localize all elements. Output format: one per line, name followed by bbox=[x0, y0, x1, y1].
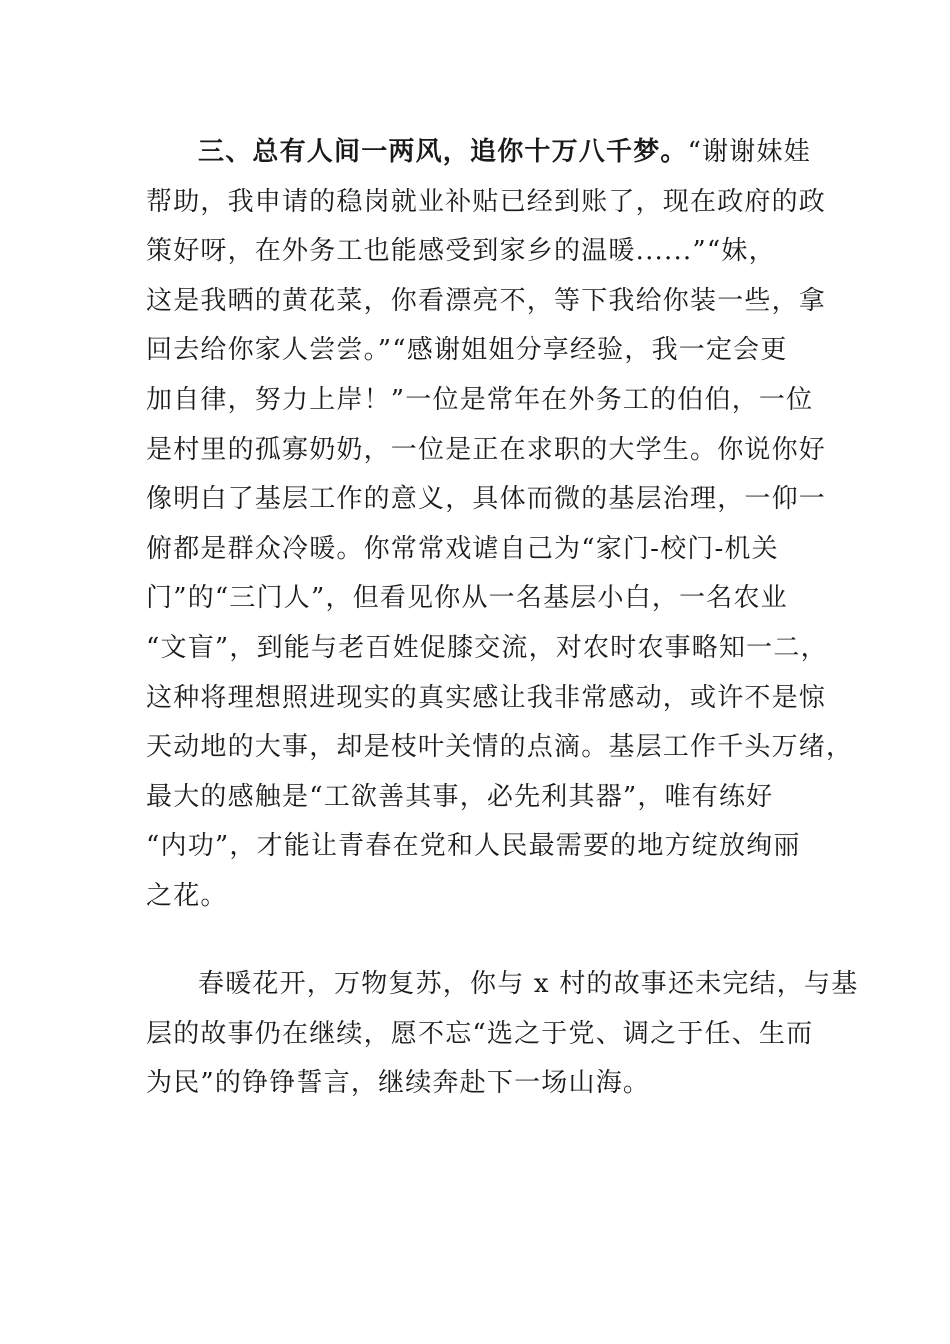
paragraph-1-line-1-text: “谢谢妹娃 bbox=[687, 137, 811, 167]
paragraph-1-line-2: 帮助，我申请的稳岗就业补贴已经到账了，现在政府的政 bbox=[146, 186, 827, 217]
paragraph-1-line-15: “内功”，才能让青春在党和人民最需要的地方绽放绚丽 bbox=[146, 831, 801, 862]
paragraph-1-line-1 bbox=[146, 128, 810, 178]
paragraph-1-line-6: 加自律，努力上岸！”一位是常年在外务工的伯伯，一位 bbox=[146, 384, 814, 415]
paragraph-1-line-13: 天动地的大事，却是枝叶关情的点滴。基层工作千头万绪， bbox=[146, 732, 854, 763]
paragraph-1-line-12: 这种将理想照进现实的真实感让我非常感动，或许不是惊 bbox=[146, 682, 827, 713]
paragraph-1-line-3: 策好呀，在外务工也能感受到家乡的温暖......”“妹， bbox=[146, 236, 776, 267]
paragraph-1-line-10: 门”的“三门人”，但看见你从一名基层小白，一名农业 bbox=[146, 583, 788, 614]
section-heading: 三、总有人间一两风，追你十万八千梦。 bbox=[198, 137, 688, 167]
paragraph-2-line-2: 层的故事仍在继续，愿不忘“选之于党、调之于任、生而 bbox=[146, 1018, 814, 1049]
paragraph-2-line-1: 春暖花开，万物复苏，你与 x 村的故事还未完结，与基 bbox=[198, 969, 859, 999]
paragraph-1 bbox=[146, 128, 854, 922]
paragraph-1-line-8: 像明白了基层工作的意义，具体而微的基层治理，一仰一 bbox=[146, 484, 827, 515]
paragraph-1-line-14: 最大的感触是“工欲善其事，必先利其器”，唯有练好 bbox=[146, 781, 774, 812]
paragraph-1-line-16: 之花。 bbox=[146, 880, 228, 911]
paragraph-1-line-4: 这是我晒的黄花菜，你看漂亮不，等下我给你装一些，拿 bbox=[146, 285, 827, 316]
paragraph-1-line-9: 俯都是群众冷暖。你常常戏谑自己为“家门-校门-机关 bbox=[146, 533, 779, 564]
paragraph-1-line-7: 是村里的孤寡奶奶，一位是正在求职的大学生。你说你好 bbox=[146, 434, 827, 465]
paragraph-1-line-11: “文盲”，到能与老百姓促膝交流，对农时农事略知一二， bbox=[146, 632, 828, 663]
paragraph-2 bbox=[146, 960, 859, 1109]
paragraph-2-line-3: 为民”的铮铮誓言，继续奔赴下一场山海。 bbox=[146, 1068, 651, 1099]
paragraph-1-line-5: 回去给你家人尝尝。”“感谢姐姐分享经验，我一定会更 bbox=[146, 335, 788, 366]
